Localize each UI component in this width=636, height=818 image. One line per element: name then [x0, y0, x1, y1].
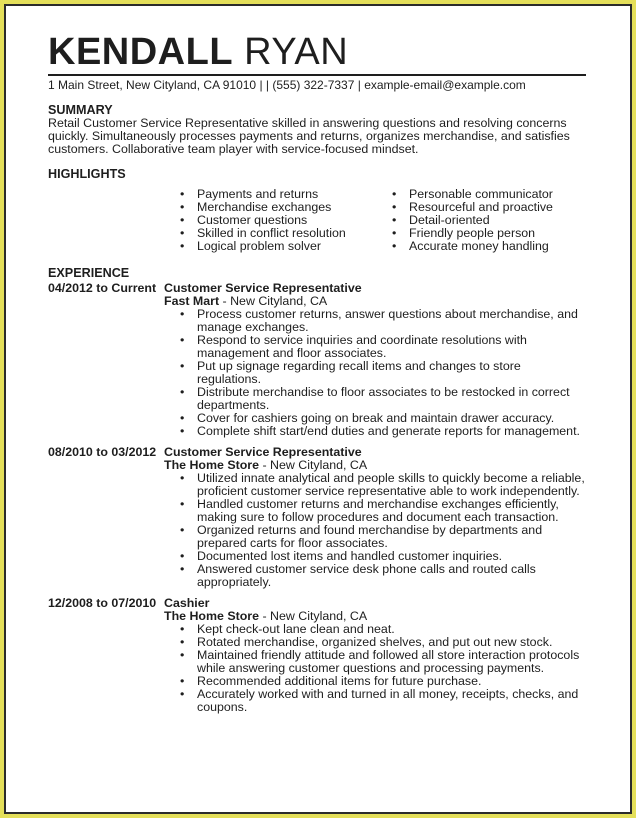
- company-location: - New Cityland, CA: [219, 294, 328, 308]
- experience-heading: EXPERIENCE: [48, 266, 130, 280]
- job-title: Customer Service Representative: [164, 445, 362, 459]
- highlight-item: • Customer questions: [180, 214, 392, 227]
- highlights-column-2: [392, 188, 553, 253]
- job-bullet: • Rotated merchandise, organized shelves, and put out new stock.: [180, 636, 588, 649]
- highlights-column-1: [180, 188, 392, 253]
- company-location: - New Cityland, CA: [259, 609, 368, 623]
- highlight-item: • Friendly people person: [392, 227, 553, 240]
- job-bullet: • Maintained friendly attitude and followed all store interaction protocols while answering customer questions and processing payments.: [180, 649, 588, 675]
- company-name: The Home Store: [164, 609, 260, 623]
- job-entry: [48, 597, 588, 714]
- job-title: Cashier: [164, 596, 210, 610]
- last-name: RYAN: [244, 31, 349, 73]
- highlight-item: • Resourceful and proactive: [392, 201, 553, 214]
- job-bullet: • Respond to service inquiries and coordinate resolutions with management and floor associates.: [180, 334, 588, 360]
- highlight-item: • Accurate money handling: [392, 240, 553, 253]
- job-bullets: [164, 308, 588, 438]
- contact-line: 1 Main Street, New Cityland, CA 91010 | | (555) 322-7337 | example-email@example.com: [48, 78, 526, 92]
- job-entry: [48, 446, 588, 589]
- company-location: - New Cityland, CA: [259, 458, 368, 472]
- job-bullet: • Handled customer returns and merchandise exchanges efficiently, making sure to follow procedures and document each transaction.: [180, 498, 588, 524]
- job-bullet: • Answered customer service desk phone calls and routed calls appropriately.: [180, 563, 588, 589]
- job-bullet: • Distribute merchandise to floor associates to be restocked in correct departments.: [180, 386, 588, 412]
- job-bullet: • Kept check-out lane clean and neat.: [180, 623, 588, 636]
- highlight-item: • Merchandise exchanges: [180, 201, 392, 214]
- job-body: [164, 597, 588, 714]
- job-body: [164, 446, 588, 589]
- highlight-item: • Logical problem solver: [180, 240, 392, 253]
- job-bullet: • Recommended additional items for future purchase.: [180, 675, 588, 688]
- job-entry: [48, 282, 588, 438]
- summary-heading: SUMMARY: [48, 103, 113, 117]
- job-bullet: • Process customer returns, answer questions about merchandise, and manage exchanges.: [180, 308, 588, 334]
- job-dates: 08/2010 to 03/2012: [48, 445, 157, 459]
- job-bullets: [164, 623, 588, 714]
- highlights-list: [48, 188, 588, 253]
- job-bullets: [164, 472, 588, 589]
- header-rule: [48, 74, 586, 76]
- job-bullet: • Complete shift start/end duties and generate reports for management.: [180, 425, 588, 438]
- job-title: Customer Service Representative: [164, 281, 362, 295]
- job-bullet: • Cover for cashiers going on break and maintain drawer accuracy.: [180, 412, 588, 425]
- company-name: The Home Store: [164, 458, 260, 472]
- highlight-item: • Personable communicator: [392, 188, 553, 201]
- job-bullet: • Put up signage regarding recall items and changes to store regulations.: [180, 360, 588, 386]
- job-bullet: • Accurately worked with and turned in all money, receipts, checks, and coupons.: [180, 688, 588, 714]
- resume-name: [48, 32, 588, 72]
- job-bullet: • Organized returns and found merchandise by departments and prepared carts for floor associates.: [180, 524, 588, 550]
- resume-page: [48, 28, 588, 714]
- summary-text: Retail Customer Service Representative skilled in answering questions and resolving concerns quickly. Simultaneously processes payments and returns, organizes merchandise, and satisfies customers. Collaborative team player with service-focused mindset.: [48, 116, 570, 156]
- job-dates: 12/2008 to 07/2010: [48, 596, 157, 610]
- job-body: [164, 282, 588, 438]
- company-name: Fast Mart: [164, 294, 220, 308]
- first-name: KENDALL: [48, 31, 234, 73]
- job-bullet: • Utilized innate analytical and people skills to quickly become a reliable, proficient customer service representative able to work independently.: [180, 472, 588, 498]
- highlight-item: • Payments and returns: [180, 188, 392, 201]
- job-dates: 04/2012 to Current: [48, 281, 157, 295]
- highlight-item: • Skilled in conflict resolution: [180, 227, 392, 240]
- job-bullet: • Documented lost items and handled customer inquiries.: [180, 550, 588, 563]
- highlights-heading: HIGHLIGHTS: [48, 167, 126, 181]
- experience-list: [48, 282, 588, 714]
- highlight-item: • Detail-oriented: [392, 214, 553, 227]
